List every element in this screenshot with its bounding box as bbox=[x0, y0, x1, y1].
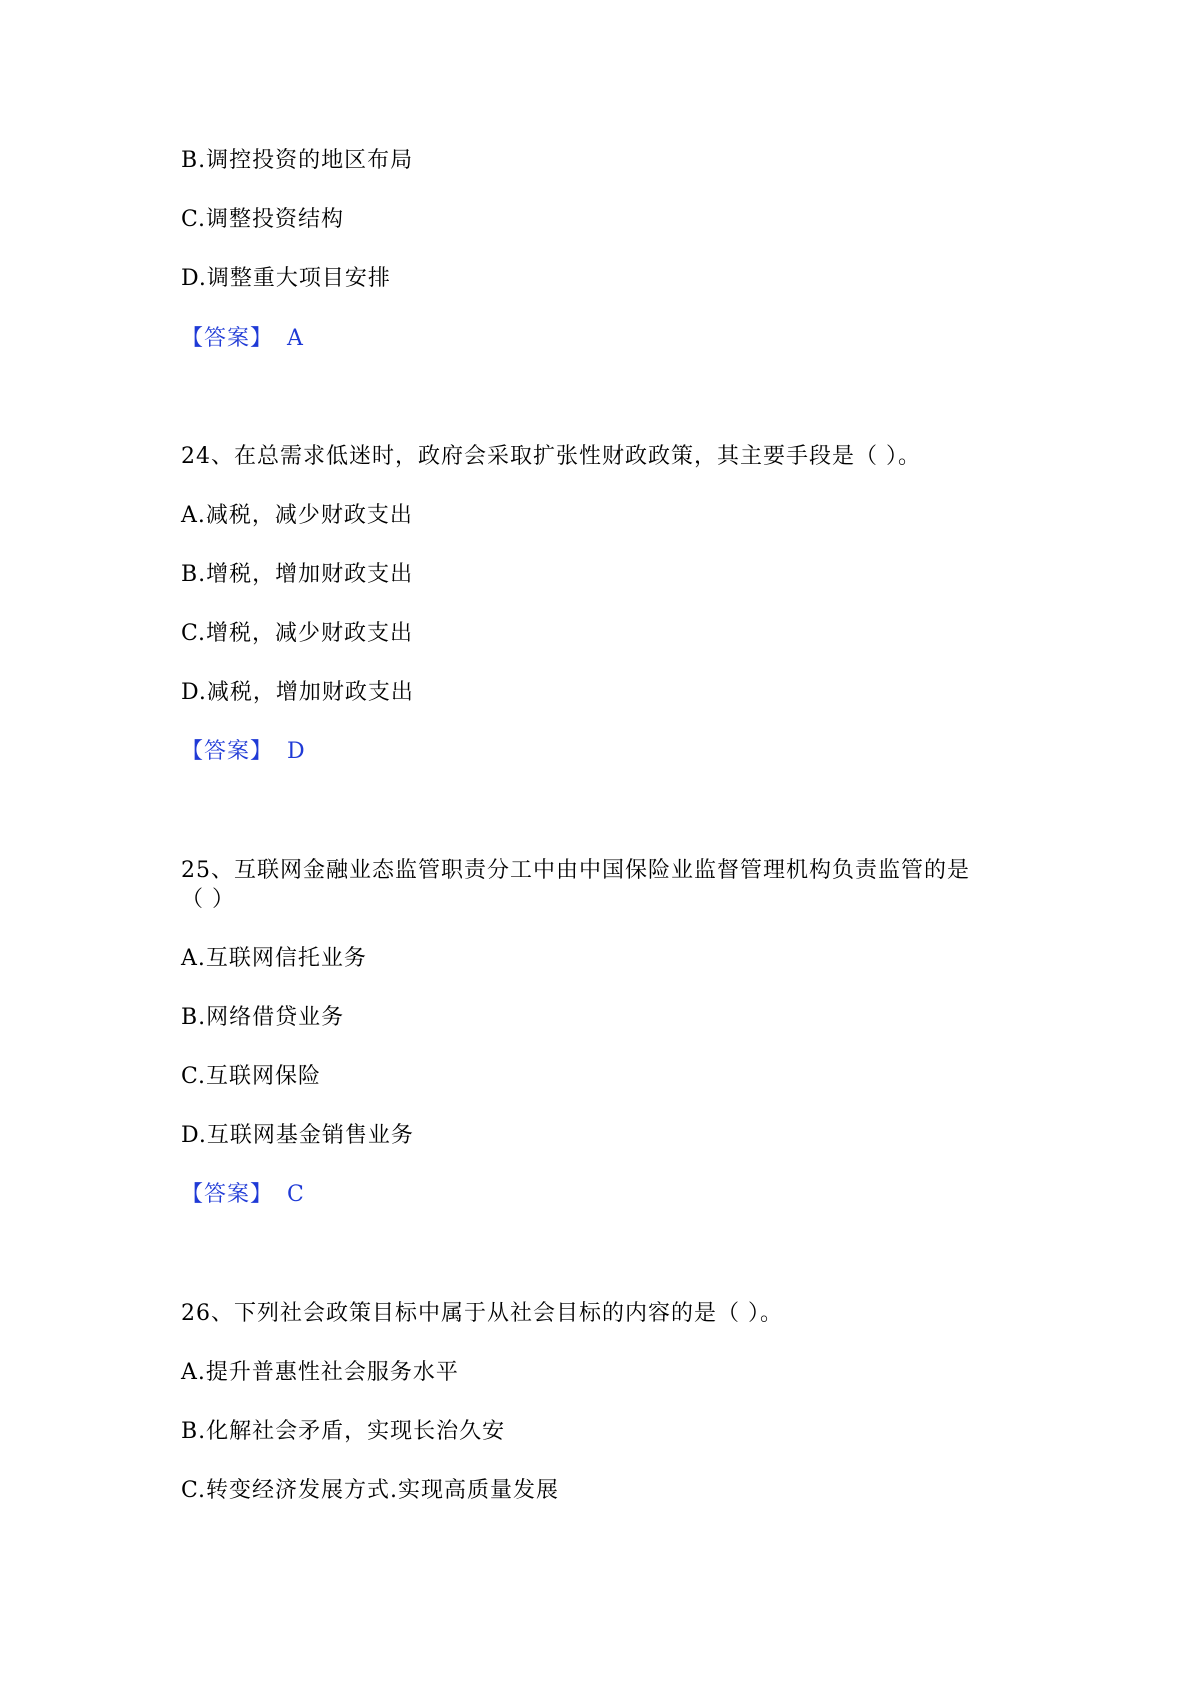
q24-option-b: B.增税，增加财政支出 bbox=[181, 562, 414, 587]
q25-option-a: A.互联网信托业务 bbox=[181, 946, 367, 971]
q24-answer-value: D bbox=[287, 739, 306, 764]
q26-option-a: A.提升普惠性社会服务水平 bbox=[181, 1360, 459, 1385]
q25-option-b: B.网络借贷业务 bbox=[181, 1005, 345, 1030]
q24-option-a: A.减税，减少财政支出 bbox=[181, 503, 413, 528]
q26-option-c: C.转变经济发展方式.实现高质量发展 bbox=[181, 1478, 560, 1503]
q25-answer bbox=[181, 1180, 305, 1210]
q23-option-c: C.调整投资结构 bbox=[181, 207, 345, 232]
q25-option-c: C.互联网保险 bbox=[181, 1064, 322, 1089]
q25-option-d: D.互联网基金销售业务 bbox=[181, 1123, 414, 1148]
q23-answer bbox=[181, 324, 304, 354]
q24-answer-label: 【答案】 bbox=[181, 739, 274, 764]
q24-answer bbox=[181, 737, 306, 767]
q26-option-b: B.化解社会矛盾，实现长治久安 bbox=[181, 1419, 506, 1444]
q26-question: 26、下列社会政策目标中属于从社会目标的内容的是（ ）。 bbox=[181, 1301, 783, 1326]
q23-option-b: B.调控投资的地区布局 bbox=[181, 148, 414, 173]
q23-option-d: D.调整重大项目安排 bbox=[181, 266, 391, 291]
q23-answer-value: A bbox=[287, 326, 304, 351]
q23-answer-label: 【答案】 bbox=[181, 326, 274, 351]
q25-question-line1: 25、互联网金融业态监管职责分工中由中国保险业监督管理机构负责监管的是 bbox=[181, 858, 970, 883]
q24-option-d: D.减税，增加财政支出 bbox=[181, 680, 414, 705]
q25-question-line2: （ ） bbox=[181, 887, 235, 912]
q25-answer-label: 【答案】 bbox=[181, 1182, 274, 1207]
q24-question: 24、在总需求低迷时，政府会采取扩张性财政政策，其主要手段是（ ）。 bbox=[181, 444, 921, 469]
q25-answer-value: C bbox=[287, 1182, 305, 1207]
q24-option-c: C.增税，减少财政支出 bbox=[181, 621, 414, 646]
